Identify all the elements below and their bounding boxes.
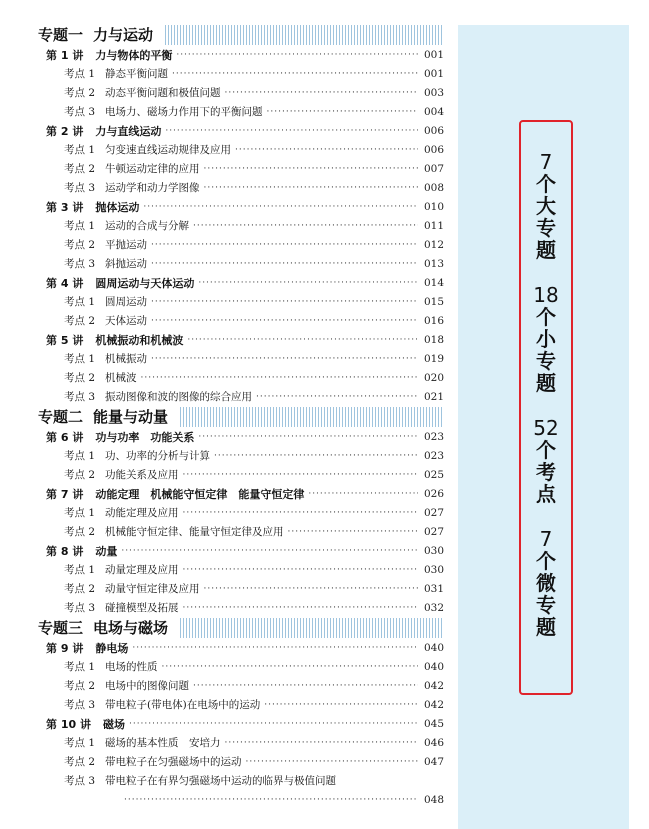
leader-dots [198,428,418,447]
point-entry[interactable] [36,236,444,255]
section-header [36,618,444,638]
lecture-number: 第 5 讲 [46,334,84,347]
page-number: 015 [423,296,444,308]
point-title: 功、功率的分析与计算 [105,450,211,462]
point-entry[interactable] [36,447,444,466]
lecture-title: 磁场 [102,718,125,731]
summary-char: 个 [536,305,556,329]
page-number: 012 [423,239,444,251]
lecture-number: 第 8 讲 [46,545,84,558]
point-entry[interactable] [36,369,444,388]
point-number: 考点 1 [64,507,96,519]
page-number: 010 [423,201,444,213]
leader-dots [198,274,418,293]
point-number: 考点 2 [64,680,96,692]
lecture-title: 动能定理 机械能守恒定律 能量守恒定律 [95,488,305,501]
page-number: 023 [423,431,444,443]
leader-dots [264,696,418,715]
point-title: 平抛运动 [105,239,148,251]
point-entry[interactable] [36,217,444,236]
point-number: 考点 2 [64,163,96,175]
lecture-entry[interactable] [36,122,444,141]
leader-dots [214,447,418,466]
point-entry[interactable] [36,466,444,485]
leader-dots [176,46,418,65]
section-name: 力与运动 [93,26,154,44]
section-header [36,25,444,45]
point-number: 考点 3 [64,182,96,194]
summary-count: 7 [539,150,553,174]
section-title [36,618,180,638]
page-number: 004 [423,106,444,118]
page-number: 045 [423,718,444,730]
page-number: 025 [423,469,444,481]
point-number: 考点 2 [64,526,96,538]
leader-dots [129,715,418,734]
point-number: 考点 1 [64,144,96,156]
point-entry[interactable] [36,677,444,696]
point-title: 功能关系及应用 [105,469,179,481]
point-number: 考点 1 [64,68,96,80]
lecture-number: 第 2 讲 [46,125,84,138]
page-number: 007 [423,163,444,175]
point-entry[interactable] [36,103,444,122]
point-title: 机械能守恒定律、能量守恒定律及应用 [105,526,284,538]
page-number: 031 [423,583,444,595]
summary-char: 题 [536,615,556,639]
section-title [36,25,165,45]
leader-dots [308,485,418,504]
point-title: 电场中的图像问题 [105,680,190,692]
summary-vertical-text [521,122,571,638]
point-entry[interactable] [36,504,444,523]
point-number: 考点 2 [64,756,96,768]
section-number: 专题一 [38,26,84,44]
point-number: 考点 2 [64,239,96,251]
page-number: 011 [423,220,444,232]
section-header [36,407,444,427]
leader-dots [225,84,418,103]
page-number: 021 [423,391,444,403]
point-entry[interactable] [36,255,444,274]
page-number: 046 [423,737,444,749]
table-of-contents [36,25,444,810]
point-title: 斜抛运动 [105,258,148,270]
lecture-title: 动量 [95,545,118,558]
lecture-entry[interactable] [36,274,444,293]
page-number: 016 [423,315,444,327]
page-number: 048 [423,794,444,806]
point-title: 静态平衡问题 [105,68,169,80]
point-title: 天体运动 [105,315,148,327]
point-entry[interactable] [36,141,444,160]
page-number: 003 [423,87,444,99]
leader-dots [151,255,418,274]
leader-dots [225,734,418,753]
page-number: 030 [423,545,444,557]
section-number: 专题三 [38,619,84,637]
leader-dots [267,103,418,122]
page-number: 019 [423,353,444,365]
point-number: 考点 1 [64,353,96,365]
point-entry[interactable] [36,65,444,84]
point-title: 动量守恒定律及应用 [105,583,200,595]
lecture-title: 力与直线运动 [95,125,162,138]
lecture-number: 第 3 讲 [46,201,84,214]
summary-count: 18 [533,283,559,307]
point-number: 考点 1 [64,450,96,462]
leader-dots [204,160,418,179]
summary-char: 微 [536,571,556,595]
lecture-entry[interactable] [36,428,444,447]
point-entry[interactable] [36,734,444,753]
page-number: 020 [423,372,444,384]
summary-char: 点 [536,482,556,506]
leader-dots [183,561,418,580]
leader-dots [151,312,418,331]
leader-dots [246,753,418,772]
summary-char: 个 [536,438,556,462]
page-number: 006 [423,125,444,137]
point-entry[interactable] [36,772,444,791]
lecture-title: 功与功率 功能关系 [95,431,195,444]
point-title: 匀变速直线运动规律及应用 [105,144,232,156]
summary-char: 题 [536,238,556,262]
lecture-title: 力与物体的平衡 [95,49,173,62]
page-number: 032 [423,602,444,614]
point-entry[interactable] [36,84,444,103]
lecture-entry[interactable] [36,198,444,217]
point-number: 考点 2 [64,315,96,327]
leader-dots [193,677,418,696]
section-name: 电场与磁场 [93,619,169,637]
page-number: 014 [423,277,444,289]
point-entry[interactable] [36,580,444,599]
point-entry[interactable] [36,293,444,312]
point-title: 动量定理及应用 [105,564,179,576]
leader-dots [193,217,418,236]
section-name: 能量与动量 [93,408,169,426]
point-title: 电场的性质 [105,661,158,673]
lecture-title: 圆周运动与天体运动 [95,277,195,290]
page-number: 040 [423,642,444,654]
lecture-number: 第 9 讲 [46,642,84,655]
page-number: 008 [423,182,444,194]
point-number: 考点 3 [64,775,96,787]
point-number: 考点 2 [64,372,96,384]
lecture-number: 第 4 讲 [46,277,84,290]
page-number: 013 [423,258,444,270]
point-title: 碰撞模型及拓展 [105,602,179,614]
leader-dots [151,350,418,369]
leader-dots [121,542,418,561]
point-title: 动态平衡问题和极值问题 [105,87,221,99]
point-number: 考点 3 [64,391,96,403]
summary-box [519,120,573,695]
point-title: 机械波 [105,372,137,384]
point-entry[interactable] [36,179,444,198]
point-number: 考点 2 [64,469,96,481]
page-number: 027 [423,526,444,538]
point-title: 振动图像和波的图像的综合应用 [105,391,253,403]
point-number: 考点 1 [64,737,96,749]
section-number: 专题二 [38,408,84,426]
point-title: 运动的合成与分解 [105,220,190,232]
lecture-number: 第 6 讲 [46,431,84,444]
leader-dots [151,293,418,312]
point-title: 电场力、磁场力作用下的平衡问题 [105,106,263,118]
point-entry[interactable] [36,160,444,179]
leader-dots [165,122,418,141]
lecture-entry[interactable] [36,331,444,350]
point-number: 考点 1 [64,296,96,308]
page-number: 001 [423,68,444,80]
leader-dots [172,65,418,84]
page-number: 030 [423,564,444,576]
point-entry[interactable] [36,312,444,331]
summary-count: 7 [539,527,553,551]
lecture-entry[interactable] [36,485,444,504]
point-entry[interactable] [36,388,444,407]
point-entry[interactable] [36,561,444,580]
point-entry[interactable] [36,753,444,772]
leader-dots [132,639,418,658]
leader-dots [141,369,418,388]
page-number: 006 [423,144,444,156]
summary-char: 题 [536,371,556,395]
point-title: 机械振动 [105,353,148,365]
point-title: 带电粒子在匀强磁场中的运动 [105,756,242,768]
point-number: 考点 2 [64,583,96,595]
leader-dots [183,466,418,485]
leader-dots [124,791,418,810]
summary-char: 小 [536,327,556,351]
point-entry[interactable] [36,350,444,369]
point-title: 圆周运动 [105,296,148,308]
point-title: 磁场的基本性质 安培力 [105,737,221,749]
point-number: 考点 1 [64,220,96,232]
lecture-entry[interactable] [36,542,444,561]
point-number: 考点 2 [64,87,96,99]
page-number: 042 [423,680,444,692]
point-number: 考点 3 [64,106,96,118]
point-title: 带电粒子在有界匀强磁场中运动的临界与极值问题 [105,775,337,787]
point-title: 牛顿运动定律的应用 [105,163,200,175]
section-title [36,407,180,427]
leader-dots [204,179,418,198]
point-entry-continuation [36,791,444,810]
leader-dots [151,236,418,255]
point-entry[interactable] [36,523,444,542]
lecture-number: 第 7 讲 [46,488,84,501]
lecture-entry[interactable] [36,715,444,734]
summary-char: 专 [536,593,556,617]
page-number: 023 [423,450,444,462]
summary-char: 专 [536,216,556,240]
point-number: 考点 3 [64,699,96,711]
point-entry[interactable] [36,696,444,715]
leader-dots [235,141,418,160]
point-title: 带电粒子(带电体)在电场中的运动 [105,699,261,711]
lecture-entry[interactable] [36,639,444,658]
point-entry[interactable] [36,658,444,677]
point-number: 考点 3 [64,258,96,270]
lecture-number: 第 1 讲 [46,49,84,62]
leader-dots [162,658,418,677]
page-number: 040 [423,661,444,673]
leader-dots [288,523,418,542]
point-entry[interactable] [36,599,444,618]
summary-char: 大 [536,194,556,218]
page-number: 027 [423,507,444,519]
point-title: 运动学和动力学图像 [105,182,200,194]
lecture-title: 抛体运动 [95,201,140,214]
summary-char: 个 [536,549,556,573]
leader-dots [183,599,418,618]
lecture-title: 机械振动和机械波 [95,334,184,347]
page-number: 042 [423,699,444,711]
page-number: 026 [423,488,444,500]
point-title: 动能定理及应用 [105,507,179,519]
point-number: 考点 3 [64,602,96,614]
summary-char: 专 [536,349,556,373]
point-number: 考点 1 [64,564,96,576]
page-number: 018 [423,334,444,346]
page-number: 047 [423,756,444,768]
summary-char: 考 [536,460,556,484]
lecture-number: 第 10 讲 [46,718,91,731]
leader-dots [187,331,418,350]
leader-dots [256,388,418,407]
summary-char: 个 [536,172,556,196]
lecture-title: 静电场 [95,642,129,655]
point-number: 考点 1 [64,661,96,673]
summary-count: 52 [533,416,559,440]
leader-dots [143,198,418,217]
leader-dots [183,504,418,523]
leader-dots [204,580,418,599]
lecture-entry[interactable] [36,46,444,65]
page-number: 001 [423,49,444,61]
